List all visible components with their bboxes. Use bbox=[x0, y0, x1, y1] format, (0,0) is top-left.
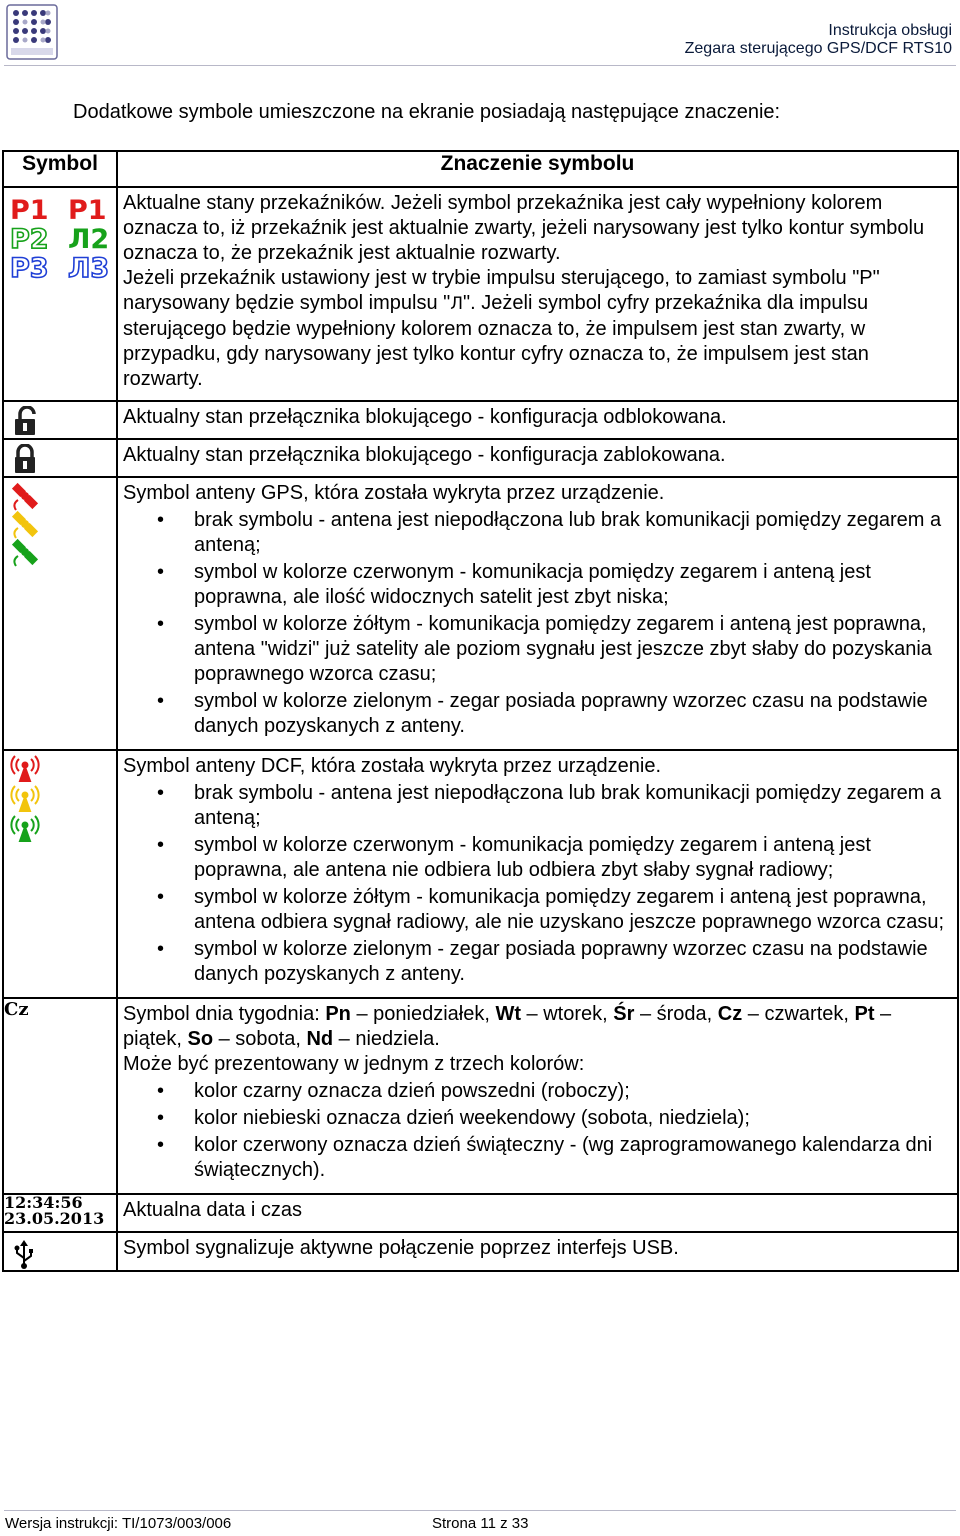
relay-p1-closed-icon: P1 bbox=[68, 195, 107, 226]
list-item: • symbol w kolorze żółtym - komunikacja pomiędzy zegarem i anteną jest poprawna, antena "widzi" już satelity ale poziom sygnału jest jeszcze zbyt słaby do pozyskania poprawnego wzorca czasu; bbox=[194, 612, 953, 687]
gps-description bbox=[117, 477, 958, 750]
gps-status-list bbox=[123, 508, 953, 739]
list-item: • symbol w kolorze zielonym - zegar posiada poprawny wzorzec czasu na podstawie danych pozyskanych z anteny. bbox=[194, 937, 953, 987]
day-abbr: Pt bbox=[854, 1003, 875, 1025]
footer-page-number: Strona 11 z 33 bbox=[432, 1515, 529, 1532]
dcf-status-list bbox=[123, 781, 953, 987]
satellite-yellow-icon bbox=[12, 511, 38, 538]
header-line2: Zegara sterującego GPS/DCF RTS10 bbox=[684, 40, 952, 57]
list-item: • symbol w kolorze żółtym - komunikacja pomiędzy zegarem i anteną jest poprawna, antena odbiera sygnał radiowy, ale nie uzyskano jeszcze poprawnego wzorca czasu; bbox=[194, 885, 953, 935]
column-header-symbol: Symbol bbox=[3, 151, 117, 187]
day-name: – wtorek, bbox=[521, 1003, 614, 1025]
date-value: 23.05.2013 bbox=[4, 1209, 105, 1228]
radio-antenna-yellow-icon bbox=[11, 786, 38, 811]
day-name: – niedziela. bbox=[333, 1028, 440, 1050]
relay-paragraph-1: Aktualne stany przekaźników. Jeżeli symbol przekaźnika jest cały wypełniony kolorem oznacza to, iż przekaźnik jest aktualnie zwarty, jeżeli narysowany jest tylko kontur symbolu oznacza to, że przekaźnik jest aktualnie rozwarty. bbox=[123, 192, 925, 264]
table-row bbox=[3, 401, 958, 439]
weekday-color-list bbox=[123, 1079, 953, 1183]
day-name: – sobota, bbox=[213, 1028, 307, 1050]
usb-icon bbox=[12, 1240, 36, 1270]
radio-antenna-red-icon bbox=[11, 756, 38, 781]
dcf-title: Symbol anteny DCF, która została wykryta przez urządzenie. bbox=[123, 755, 661, 777]
header-line1: Instrukcja obsługi bbox=[828, 22, 952, 39]
lock-description: Aktualny stan przełącznika blokującego - konfiguracja zablokowana. bbox=[117, 439, 958, 477]
column-header-meaning: Znaczenie symbolu bbox=[117, 151, 958, 187]
time-value: 12:34:56 bbox=[4, 1193, 83, 1212]
relay-icons bbox=[3, 187, 117, 401]
usb-description: Symbol sygnalizuje aktywne połączenie poprzez interfejs USB. bbox=[117, 1232, 958, 1271]
table-row bbox=[3, 1194, 958, 1232]
list-item: • kolor czerwony oznacza dzień świąteczny - (wg zaprogramowanego kalendarza dni świątecznych). bbox=[194, 1133, 953, 1183]
table-row bbox=[3, 187, 958, 401]
relay-paragraph-2 bbox=[123, 266, 953, 392]
relay-description bbox=[117, 187, 958, 401]
day-abbr: Cz bbox=[717, 1003, 743, 1025]
table-row bbox=[3, 477, 958, 750]
weekday-days-line bbox=[123, 1002, 953, 1052]
day-abbr: Pn bbox=[325, 1003, 351, 1025]
footer-divider bbox=[4, 1510, 956, 1511]
footer-version: Wersja instrukcji: TI/1073/003/006 bbox=[5, 1515, 232, 1532]
gps-title: Symbol anteny GPS, która została wykryta przez urządzenie. bbox=[123, 482, 665, 504]
list-item: • symbol w kolorze zielonym - zegar posiada poprawny wzorzec czasu na podstawie danych pozyskanych z anteny. bbox=[194, 689, 953, 739]
lock-icon bbox=[12, 444, 42, 476]
weekday-description bbox=[117, 998, 958, 1194]
relay-p3-icon: P3 bbox=[10, 253, 49, 281]
day-name: – czwartek, bbox=[742, 1003, 855, 1025]
list-item: • brak symbolu - antena jest niepodłączona lub brak komunikacji pomiędzy zegarem a anteną; bbox=[194, 508, 953, 558]
day-abbr: So bbox=[187, 1028, 214, 1050]
table-row bbox=[3, 750, 958, 998]
relay-pulse3-icon: Л3 bbox=[68, 253, 110, 281]
weekday-symbol: Cz bbox=[3, 998, 117, 1194]
weekday-intro: Symbol dnia tygodnia: bbox=[123, 1003, 326, 1025]
relay-paragraph-2b: ". Jeżeli symbol cyfry przekaźnika dla impulsu sterującego będzie wypełniony kolorem oznacza to, że impulsem jest stan zwarty, w przypadku, gdy narysowany jest tylko kontur cyfry oznacza to, że impulsem jest stan rozwarty. bbox=[123, 292, 869, 390]
symbols-table bbox=[2, 150, 959, 1272]
weekday-colors-intro: Może być prezentowany w jednym z trzech kolorów: bbox=[123, 1053, 585, 1075]
list-item: • symbol w kolorze czerwonym - komunikacja pomiędzy zegarem i anteną jest poprawna, ale ilość widocznych satelit jest zbyt niska; bbox=[194, 560, 953, 610]
company-logo bbox=[6, 4, 58, 60]
day-abbr: Wt bbox=[495, 1003, 521, 1025]
list-item: • brak symbolu - antena jest niepodłączona lub brak komunikacji pomiędzy zegarem a anteną; bbox=[194, 781, 953, 831]
table-row bbox=[3, 1232, 958, 1271]
table-header-row bbox=[3, 151, 958, 187]
dcf-description bbox=[117, 750, 958, 998]
relay-pulse2-icon: Л2 bbox=[68, 224, 110, 255]
list-item: • kolor niebieski oznacza dzień weekendowy (sobota, niedziela); bbox=[194, 1106, 953, 1131]
unlock-description: Aktualny stan przełącznika blokującego - konfiguracja odblokowana. bbox=[117, 401, 958, 439]
day-abbr: Nd bbox=[306, 1028, 334, 1050]
header-divider bbox=[4, 65, 956, 66]
pulse-symbol: Л bbox=[450, 294, 464, 314]
relay-paragraph-2a: Jeżeli przekaźnik ustawiony jest w trybie impulsu sterującego, to zamiast symbolu "P" narysowany będzie symbol impulsu " bbox=[123, 267, 880, 314]
list-item: • kolor czarny oznacza dzień powszedni (roboczy); bbox=[194, 1079, 953, 1104]
table-row bbox=[3, 439, 958, 477]
day-name: – środa, bbox=[634, 1003, 718, 1025]
list-item: • symbol w kolorze czerwonym - komunikacja pomiędzy zegarem i anteną jest poprawna, ale antena nie odbiera lub odbiera zbyt słaby sygnał radiowy; bbox=[194, 833, 953, 883]
relay-p1-icon: P1 bbox=[10, 195, 49, 226]
datetime-symbol bbox=[3, 1194, 117, 1232]
document-header bbox=[685, 22, 952, 58]
day-name: – piątek, bbox=[123, 1003, 892, 1050]
intro-text: Dodatkowe symbole umieszczone na ekranie posiadają następujące znaczenie: bbox=[73, 101, 781, 123]
table-row bbox=[3, 998, 958, 1194]
satellite-red-icon bbox=[12, 483, 38, 510]
relay-p2-icon: P2 bbox=[10, 224, 49, 255]
day-abbr: Śr bbox=[613, 1003, 635, 1025]
radio-antenna-green-icon bbox=[11, 816, 38, 841]
satellite-green-icon bbox=[12, 539, 38, 566]
unlock-icon bbox=[12, 406, 42, 438]
day-name: – poniedziałek, bbox=[350, 1003, 496, 1025]
datetime-description: Aktualna data i czas bbox=[117, 1194, 958, 1232]
